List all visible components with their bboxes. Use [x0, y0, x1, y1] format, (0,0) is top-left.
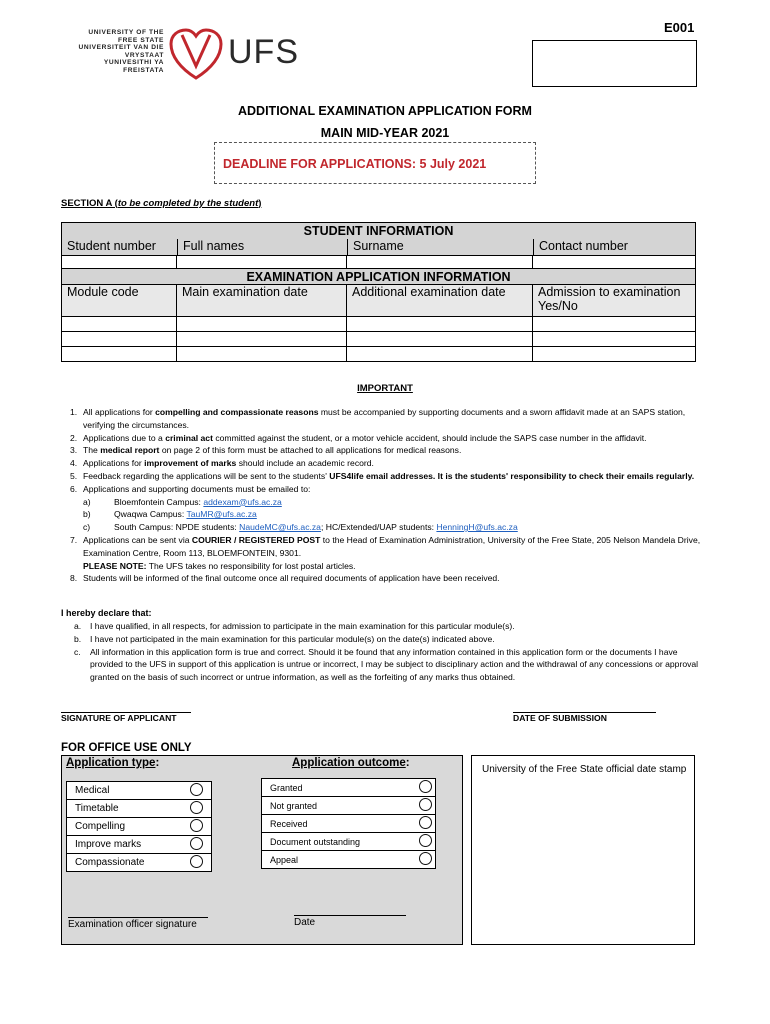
type-option: Compassionate	[67, 854, 212, 872]
office-use-panel	[61, 755, 463, 945]
module-code-field[interactable]	[62, 317, 177, 332]
student-info-title: STUDENT INFORMATION	[303, 224, 454, 238]
main-exam-date-field[interactable]	[177, 332, 347, 347]
type-radio[interactable]	[190, 855, 203, 868]
additional-exam-date-field[interactable]	[347, 332, 533, 347]
email-link[interactable]: NaudeMC@ufs.ac.za	[239, 522, 321, 533]
section-a-heading: SECTION A (to be completed by the student)	[61, 198, 262, 209]
email-item: a) Bloemfontein Campus: addexam@ufs.ac.za	[83, 496, 282, 507]
form-title: ADDITIONAL EXAMINATION APPLICATION FORM	[238, 104, 532, 118]
admission-field[interactable]	[533, 347, 696, 362]
signature-label: SIGNATURE OF APPLICANT	[61, 713, 177, 723]
exam-info-title: EXAMINATION APPLICATION INFORMATION	[246, 270, 511, 284]
outcome-radio[interactable]	[419, 780, 432, 793]
module-code-field[interactable]	[62, 347, 177, 362]
ufs-heart-logo-icon	[166, 26, 226, 84]
outcome-option: Appeal	[262, 851, 436, 869]
university-name-block	[66, 29, 164, 75]
additional-exam-date-field[interactable]	[347, 347, 533, 362]
outcome-radio[interactable]	[419, 798, 432, 811]
admission-field[interactable]	[533, 317, 696, 332]
outcome-option: Received	[262, 815, 436, 833]
important-heading: IMPORTANT	[357, 383, 413, 394]
form-code-box	[532, 40, 697, 87]
list-item: 3. The medical report on page 2 of this form must be attached to all applications for medical reasons.	[70, 445, 462, 456]
col-module-code: Module code	[62, 285, 177, 317]
form-code: E001	[664, 20, 695, 35]
type-option: Improve marks	[67, 836, 212, 854]
list-item: b. I have not participated in the main examination for this particular module(s) on the date(s) indicated above.	[74, 633, 495, 644]
institution-line: YUNIVESITHI YA	[103, 59, 164, 67]
col-main-exam-date: Main examination date	[177, 285, 347, 317]
application-type-title: Application type:	[66, 757, 160, 769]
email-link[interactable]: HenningH@ufs.ac.za	[436, 522, 518, 533]
col-contact-number: Contact number	[539, 239, 628, 253]
date-of-submission-label: DATE OF SUBMISSION	[513, 713, 607, 723]
form-subtitle: MAIN MID-YEAR 2021	[320, 126, 450, 140]
email-item: c) South Campus: NPDE students: NaudeMC@ufs.ac.za; HC/Extended/UAP students: HenningH@ufs.ac.za	[83, 522, 518, 533]
exam-info-table	[61, 268, 696, 362]
main-exam-date-field[interactable]	[177, 347, 347, 362]
main-exam-date-field[interactable]	[177, 317, 347, 332]
list-item: 2. Applications due to a criminal act committed against the student, or a motor vehicle accident, should include the SAPS case number in the affidavit.	[70, 432, 647, 443]
list-item: 7. Applications can be sent via COURIER / REGISTERED POST to the Head of Examination Administration, University of the Free State, 205 Nelson Mandela Drive, Examination Centre, Room 113, BLOEMFONTEIN, 9301. PLEASE NOTE: The UFS takes no responsibility for lost postal articles.	[70, 534, 701, 571]
exam-info-header	[62, 269, 696, 285]
admission-field[interactable]	[533, 332, 696, 347]
email-item: b) Qwaqwa Campus: TauMR@ufs.ac.za	[83, 509, 257, 520]
type-radio[interactable]	[190, 837, 203, 850]
type-radio[interactable]	[190, 819, 203, 832]
type-option: Medical	[67, 782, 212, 800]
application-outcome-list	[261, 778, 436, 869]
outcome-option: Document outstanding	[262, 833, 436, 851]
list-item: 6. Applications and supporting documents must be emailed to:	[70, 483, 311, 494]
type-option: Timetable	[67, 800, 212, 818]
list-item: a. I have qualified, in all respects, for admission to participate in the main examination for this particular module(s).	[74, 621, 515, 631]
institution-line: UNIVERSITEIT VAN DIE	[78, 44, 164, 52]
declaration-heading: I hereby declare that:	[61, 608, 152, 618]
type-radio[interactable]	[190, 783, 203, 796]
date-stamp-label: University of the Free State official date stamp	[482, 764, 687, 775]
officer-signature-line[interactable]	[68, 917, 208, 918]
important-list	[66, 406, 706, 585]
deadline-box	[214, 142, 536, 184]
outcome-option: Not granted	[262, 797, 436, 815]
student-info-table	[61, 222, 696, 270]
col-additional-exam-date: Additional examination date	[347, 285, 533, 317]
outcome-radio[interactable]	[419, 816, 432, 829]
outcome-option: Granted	[262, 779, 436, 797]
institution-line: VRYSTAAT	[124, 51, 164, 59]
application-outcome-title: Application outcome:	[292, 757, 410, 769]
officer-signature-label: Examination officer signature	[68, 919, 197, 930]
module-code-field[interactable]	[62, 332, 177, 347]
col-student-number: Student number	[67, 239, 156, 253]
declaration-list	[66, 620, 706, 684]
list-item: 8. Students will be informed of the final outcome once all required documents of application have been received.	[70, 573, 500, 584]
type-option: Compelling	[67, 818, 212, 836]
outcome-radio[interactable]	[419, 834, 432, 847]
email-link[interactable]: TauMR@ufs.ac.za	[186, 509, 257, 520]
additional-exam-date-field[interactable]	[347, 317, 533, 332]
list-item: 5. Feedback regarding the applications will be sent to the students' UFS4life email addresses. It is the students' responsibility to check their emails regularly.	[70, 470, 695, 481]
student-info-header	[62, 223, 696, 256]
list-item: c. All information in this application form is true and correct. Should it be found that any information contained in this application form or the documents I have provided to the UFS in support of this application is untrue or incorrect, I may be subject to disciplinary action and the withdrawal of any concessions or approval granted on the basis of such incorrect or untrue information, as well as the forfeiting of any marks thus obtained.	[74, 646, 699, 683]
office-date-label: Date	[294, 917, 316, 928]
list-item: 1. All applications for compelling and compassionate reasons must be accompanied by supporting documents and a sworn affidavit made at an SAPS station, verifying the circumstances.	[70, 407, 686, 430]
institution-line: FREISTATA	[123, 66, 164, 74]
type-radio[interactable]	[190, 801, 203, 814]
institution-line: UNIVERSITY OF THE	[88, 29, 164, 36]
deadline-text: DEADLINE FOR APPLICATIONS: 5 July 2021	[223, 157, 487, 171]
institution-line: FREE STATE	[117, 36, 164, 44]
date-stamp-box	[471, 755, 695, 945]
col-surname: Surname	[353, 239, 404, 253]
office-date-line[interactable]	[294, 915, 406, 916]
ufs-logo-text: UFS	[228, 33, 299, 71]
list-item: 4. Applications for improvement of marks should include an academic record.	[70, 458, 374, 469]
email-link[interactable]: addexam@ufs.ac.za	[203, 496, 282, 507]
col-full-names: Full names	[183, 239, 245, 253]
col-admission: Admission to examination Yes/No	[533, 285, 696, 317]
office-use-heading: FOR OFFICE USE ONLY	[61, 742, 192, 754]
outcome-radio[interactable]	[419, 852, 432, 865]
